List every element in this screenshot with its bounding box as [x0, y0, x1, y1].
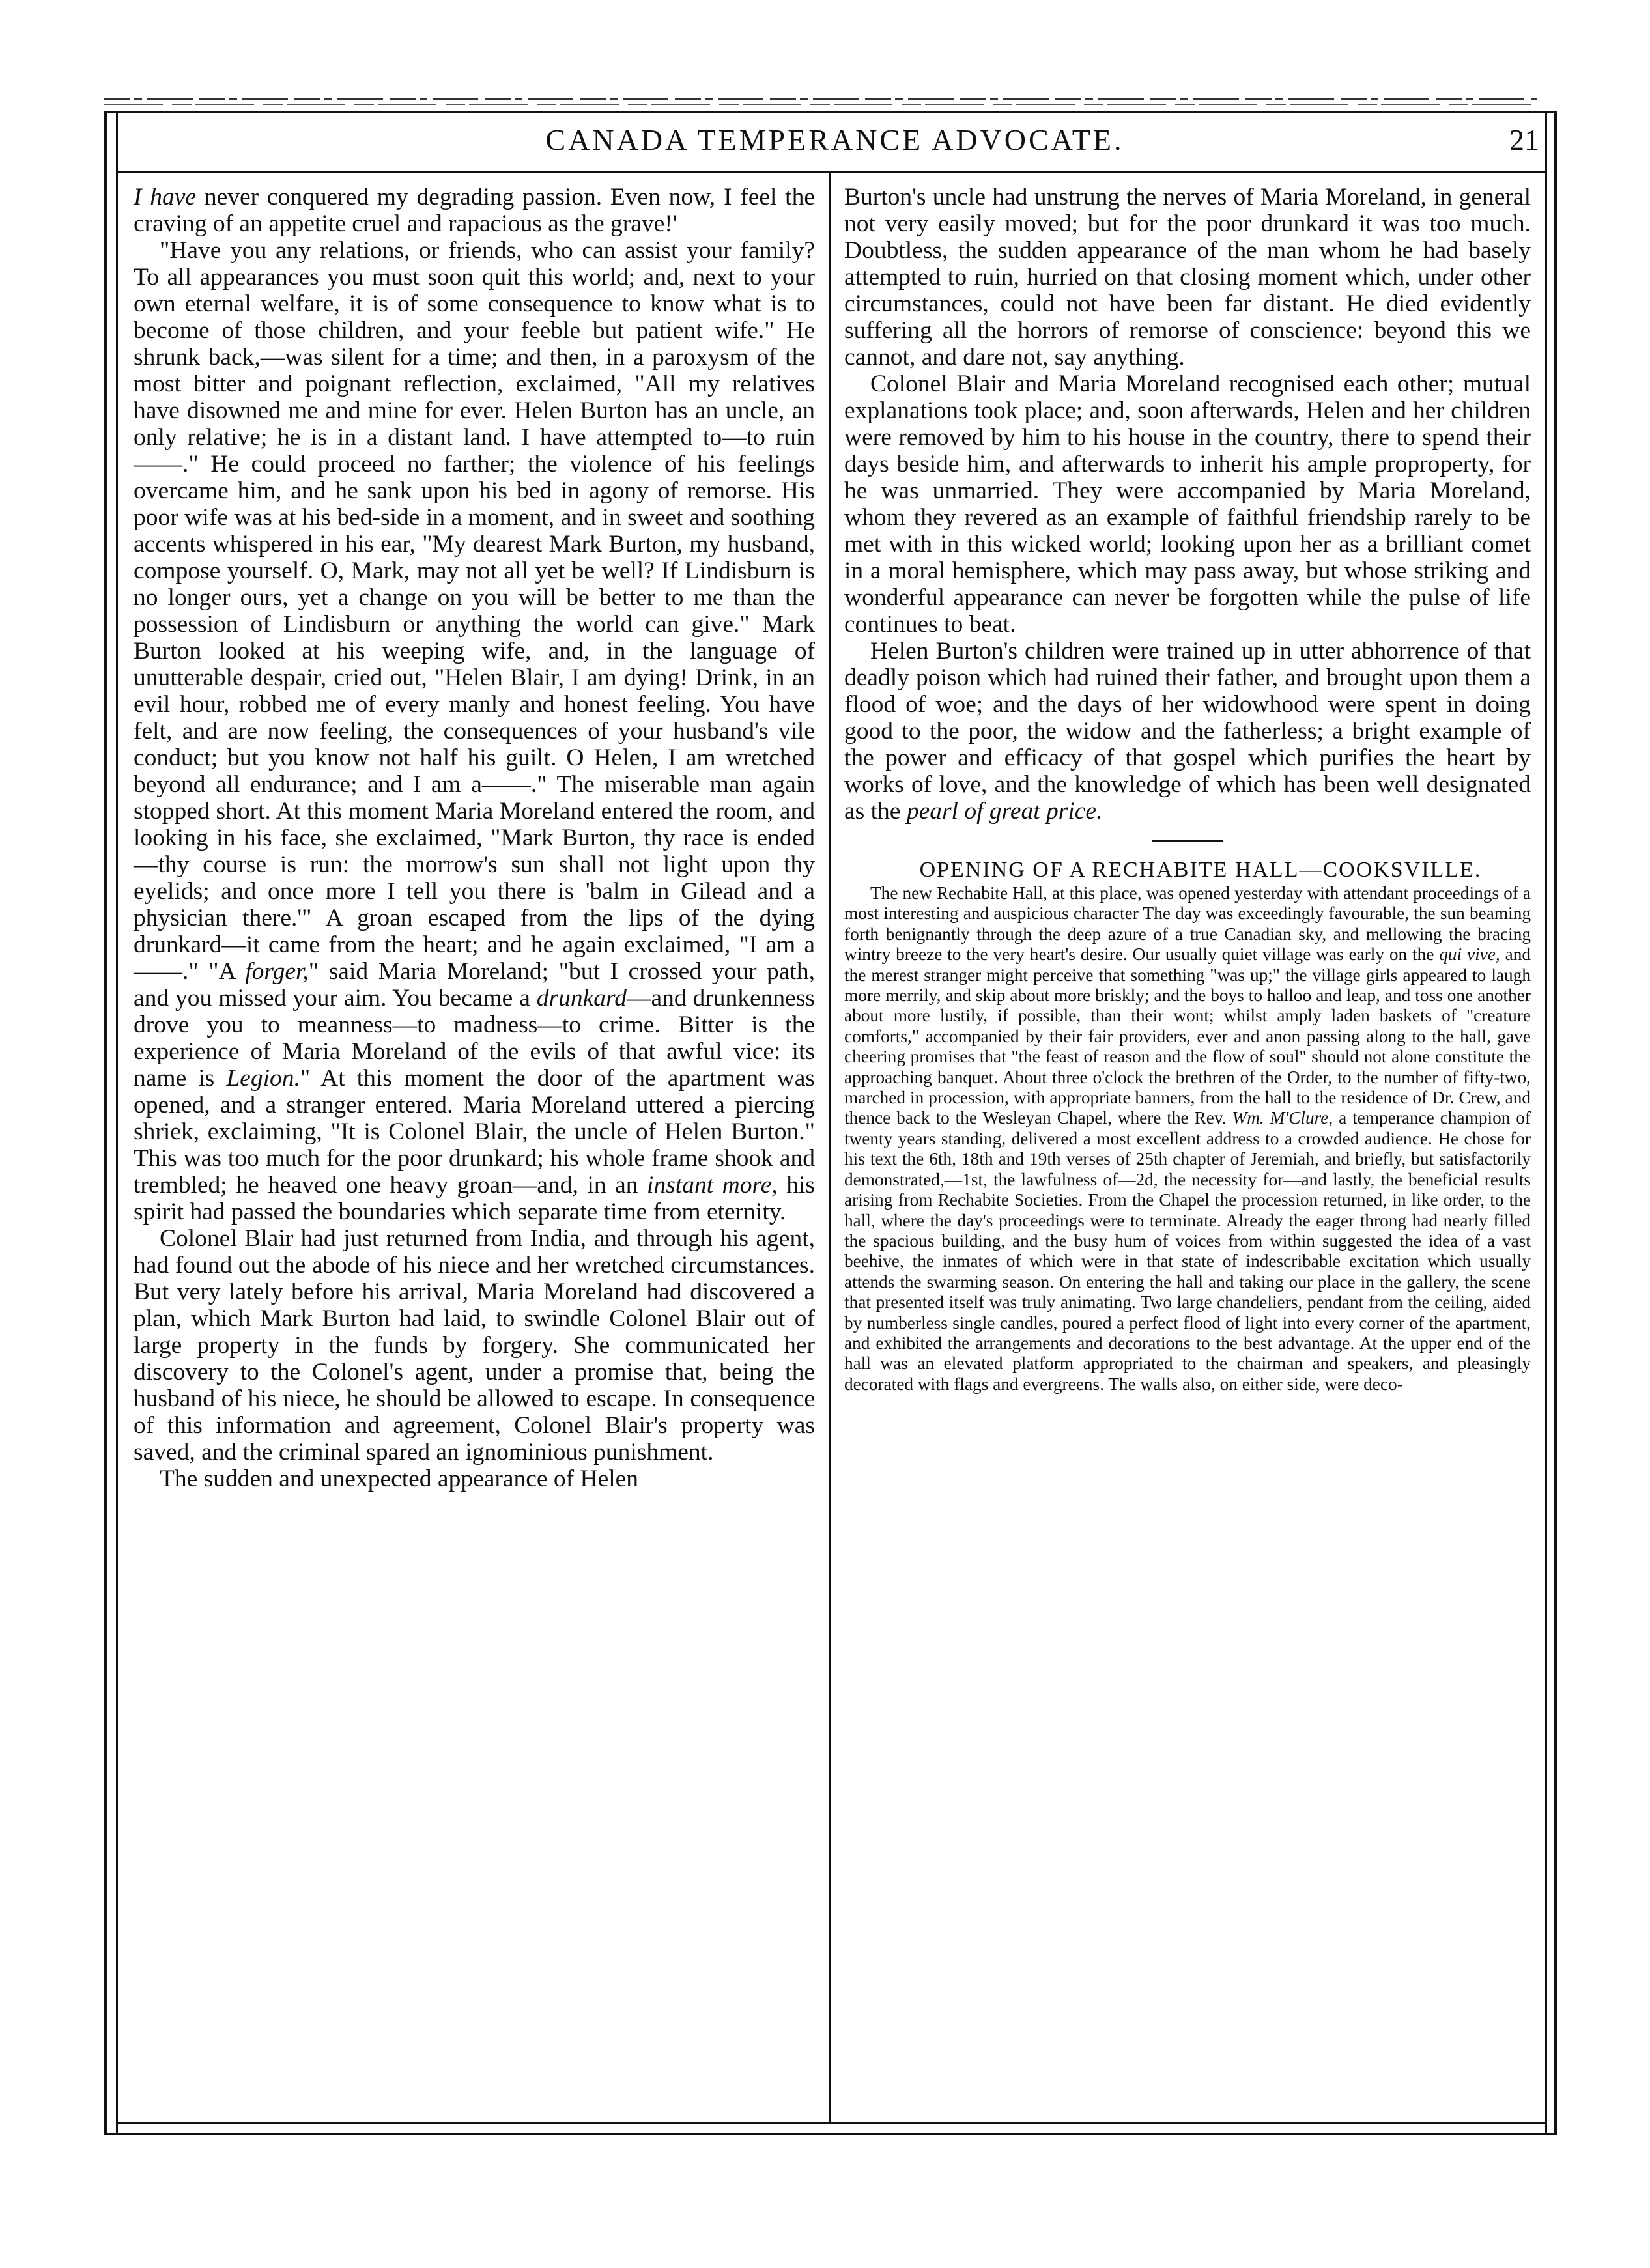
- article-paragraph: [844, 883, 1531, 1395]
- left-column: [134, 184, 815, 1492]
- page-header: [130, 122, 1539, 168]
- story-paragraph: Colonel Blair had just returned from India, and through his agent, had found out the abode of his niece and her wretched circumstances. But very lately before his arrival, Maria Moreland had discovered a plan, which Mark Burton had laid, to swindle Colonel Blair out of large property in the funds by forgery. She communicated her discovery to the Colonel's agent, under a promise that, being the husband of his niece, he should be allowed to escape. In consequence of this information and agreement, Colonel Blair's property was saved, and the criminal spared an ignominious punishment.: [134, 1225, 815, 1466]
- section-heading: OPENING OF A RECHABITE HALL—COOKSVILLE.: [919, 858, 1482, 882]
- top-rule: [104, 111, 1557, 113]
- italic-text: forger,: [245, 958, 309, 985]
- story-paragraph: [844, 638, 1531, 825]
- bottom-rule-outer: [104, 2133, 1557, 2135]
- paragraph-text: and the merest stranger might perceive that something "was up;" the village girls appeared to laugh more merrily, and skip about more briskly; and the boys to halloo and leap, and toss one another about more lustily, if possible, than their wont; whilst amply laden baskets of "creature comforts," accompanied by their fair providers, ever and anon passing along to the hall, gave cheering promises that "the feast of reason and the flow of soul" should not alone constitute the approaching banquet. About three o'clock the brethren of the Order, to the number of fifty-two, marched in procession, with appropriate banners, from the hall to the residence of Dr. Crew, and thence back to the Wesleyan Chapel, where the Rev.: [844, 944, 1531, 1128]
- paragraph-text: " At this moment the door of the apartment was opened, and a stranger entered. Maria Moreland uttered a piercing shriek, exclaiming, "It is Colonel Blair, the uncle of Helen Burton." This was too much for the poor drunkard; his whole frame shook and trembled; he heaved one heavy groan—and, in an: [134, 1065, 815, 1198]
- section-separator: [1152, 840, 1223, 842]
- page-number: 21: [1509, 123, 1539, 156]
- right-column: [844, 184, 1531, 1395]
- story-paragraph: [134, 237, 815, 1225]
- left-border-inner: [116, 111, 118, 2135]
- paragraph-text: —and drunkenness drove you to meanness—to madness—to crime. Bitter is the experience of Maria Moreland of the evils of that awful vice: its name is: [134, 985, 816, 1092]
- paragraph-text: Helen Burton's children were trained up in utter abhorrence of that deadly poison which had ruined their father, and brought upon them a flood of woe; and the days of her widowhood were spent in doing good to the poor, the widow and the fatherless; a bright example of the power and efficacy of that gospel which purifies the heart by works of love, and the knowledge of which has been well designated as the: [844, 638, 1531, 825]
- column-divider: [829, 173, 831, 2122]
- top-border-noise: [104, 91, 1537, 111]
- italic-text: I have: [134, 184, 197, 210]
- publication-title: CANADA TEMPERANCE ADVOCATE.: [545, 123, 1124, 156]
- bottom-rule-inner: [118, 2122, 1545, 2124]
- rechabite-article: [844, 883, 1531, 1395]
- story-paragraph: Burton's uncle had unstrung the nerves of Maria Moreland, in general not very easily moved; but for the poor drunkard it was too much. Doubtless, the sudden appearance of the man whom he had basely attempted to ruin, hurried on that closing moment which, under other circumstances, could not have been far distant. He died evidently suffering all the horrors of remorse of conscience: beyond this we cannot, and dare not, say anything.: [844, 184, 1531, 371]
- paragraph-text: never conquered my degrading passion. Even now, I feel the craving of an appetite cruel and rapacious as the grave!': [134, 184, 815, 237]
- story-paragraph: Colonel Blair and Maria Moreland recognised each other; mutual explanations took place; and, soon afterwards, Helen and her children were removed by him to his house in the country, there to spend their days beside him, and afterwards to inherit his ample proproperty, for he was unmarried. They were accompanied by Maria Moreland, whom they revered as an example of faithful friendship rarely to be met with in this wicked world; looking upon her as a brilliant comet in a moral hemisphere, which may pass away, but whose striking and wonderful appearance can never be forgotten while the pulse of life continues to beat.: [844, 371, 1531, 638]
- paragraph-text: a temperance champion of twenty years standing, delivered a most excellent address to a crowded audience. He chose for his text the 6th, 18th and 19th verses of 25th chapter of Jeremiah, and briefly, but satisfactorily demonstrated,—1st, the lawfulness of—2d, the necessity for—and lastly, the beneficial results arising from Rechabite Societies. From the Chapel the procession returned, in like order, to the hall, where the day's proceedings were to terminate. Already the eager throng had nearly filled the spacious building, and the busy hum of voices from within suggested the idea of a vast beehive, the inmates of which were in that state of indescribable excitation which usually attends the swarming season. On entering the hall and taking our place in the gallery, the scene that presented itself was truly animating. Two large chandeliers, pendant from the ceiling, aided by numberless single candles, poured a perfect flood of light into every corner of the apartment, and exhibited the arrangements and decorations to the best advantage. At the upper end of the hall was an elevated platform appropriated to the chairman and speakers, and pleasingly decorated with flags and evergreens. The walls also, on either side, were deco-: [844, 1108, 1531, 1394]
- italic-text: drunkard: [536, 985, 627, 1012]
- right-border-inner: [1545, 111, 1547, 2135]
- italic-text: pearl of great price.: [906, 798, 1103, 825]
- paragraph-text: The new Rechabite Hall, at this place, was opened yesterday with attendant proceedings of a most interesting and auspicious character The day was exceedingly favourable, the sun beaming forth benignantly through the deep azure of a true Canadian sky, and mellowing the bracing wintry breeze to the very heart's desire. Our usually quiet village was early on the: [844, 883, 1531, 965]
- header-rule: [118, 171, 1545, 173]
- italic-text: Legion.: [226, 1065, 300, 1092]
- left-border-outer: [104, 111, 107, 2135]
- italic-text: qui vive,: [1439, 944, 1500, 965]
- italic-text: instant more,: [647, 1172, 778, 1198]
- italic-text: Wm. M'Clure,: [1232, 1108, 1333, 1128]
- story-continuation-paragraph: [134, 184, 815, 237]
- story-paragraph: The sudden and unexpected appearance of Helen: [160, 1466, 639, 1492]
- right-border-outer: [1554, 111, 1557, 2135]
- paragraph-text: "Have you any relations, or friends, who can assist your family? To all appearances you must soon quit this world; and, next to your own eternal welfare, it is of some consequence to know what is to become of those children, and your feeble but patient wife." He shrunk back,—was silent for a time; and then, in a paroxysm of the most bitter and poignant reflection, exclaimed, "All my relatives have disowned me and mine for ever. Helen Burton has an uncle, an only relative; he is in a distant land. I have attempted to—to ruin ——." He could proceed no farther; the violence of his feelings overcame him, and he sank upon his bed in agony of remorse. His poor wife was at his bed-side in a moment, and in sweet and soothing accents whispered in his ear, "My dearest Mark Burton, my husband, compose yourself. O, Mark, may not all yet be well? If Lindisburn is no longer ours, yet a change on you will be better to me than the possession of Lindisburn or anything the world can give." Mark Burton looked at his weeping wife, and, in the language of unutterable despair, cried out, "Helen Blair, I am dying! Drink, in an evil hour, robbed me of every manly and honest feeling. You have felt, and are now feeling, the consequences of your husband's vile conduct; but you know not half his guilt. O Helen, I am wretched beyond all endurance; and I am a——." The miserable man again stopped short. At this moment Maria Moreland entered the room, and looking in his face, she exclaimed, "Mark Burton, thy race is ended—thy course is run: the morrow's sun shall not light upon thy eyelids; and once more I tell you there is 'balm in Gilead and a physician there.'" A groan escaped from the lips of the dying drunkard—it came from the heart; and he again exclaimed, "I am a ——." "A: [134, 237, 815, 985]
- paragraph-text: his spirit had passed the boundaries which separate time from eternity.: [134, 1172, 815, 1225]
- paragraph-text: " said Maria Moreland; "but I crossed your path, and you missed your aim. You became a: [134, 958, 815, 1012]
